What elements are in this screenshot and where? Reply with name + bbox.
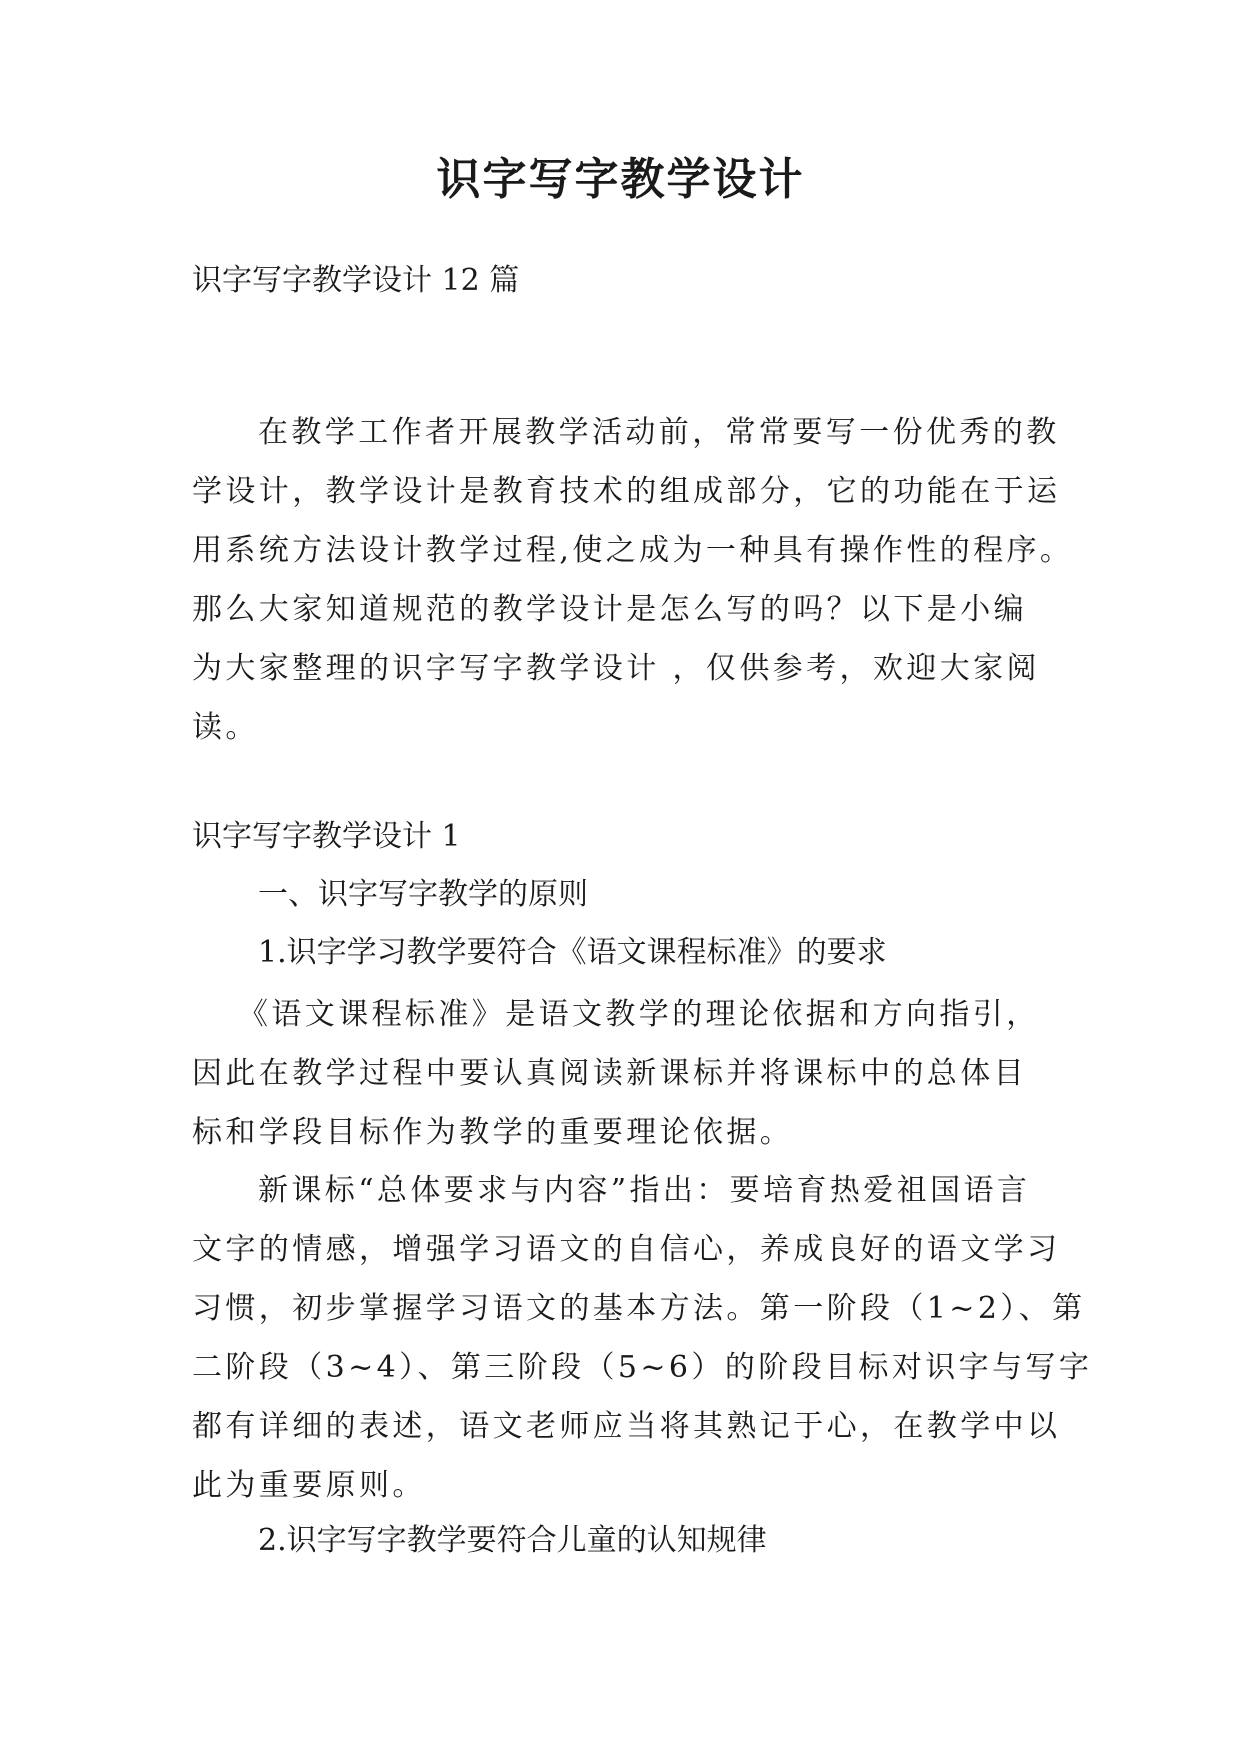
paragraph-line: 那么大家知道规范的教学设计是怎么写的吗？以下是小编 bbox=[192, 592, 1027, 627]
paragraph-line: 二阶段（3~4）、第三阶段（5~6）的阶段目标对识字与写字 bbox=[192, 1350, 1093, 1385]
paragraph-line: 习惯，初步掌握学习语文的基本方法。第一阶段（1~2）、第 bbox=[192, 1291, 1086, 1326]
paragraph-line: 新课标“总体要求与内容”指出：要培育热爱祖国语言 bbox=[258, 1173, 1031, 1208]
document-title: 识字写字教学设计 bbox=[436, 154, 805, 205]
paragraph-line: 在教学工作者开展教学活动前，常常要写一份优秀的教 bbox=[258, 415, 1060, 450]
item1-heading: 1.识字学习教学要符合《语文课程标准》的要求 bbox=[258, 935, 887, 970]
paragraph-line: 标和学段目标作为教学的重要理论依据。 bbox=[192, 1115, 794, 1150]
item1-paragraph-2 bbox=[192, 1161, 1093, 1515]
section-heading: 识字写字教学设计 1 bbox=[192, 819, 461, 854]
item2-heading: 2.识字写字教学要符合儿童的认知规律 bbox=[258, 1523, 767, 1558]
document-subtitle: 识字写字教学设计 12 篇 bbox=[192, 263, 520, 298]
paragraph-line: 文字的情感，增强学习语文的自信心，养成良好的语文学习 bbox=[192, 1232, 1061, 1267]
paragraph-line: 《语文课程标准》是语文教学的理论依据和方向指引， bbox=[238, 997, 1040, 1032]
paragraph-line: 为大家整理的识字写字教学设计 ，仅供参考，欢迎大家阅 bbox=[192, 651, 1040, 686]
paragraph-line: 此为重要原则。 bbox=[192, 1468, 426, 1503]
paragraph-line: 学设计，教学设计是教育技术的组成部分，它的功能在于运 bbox=[192, 474, 1061, 509]
paragraph-line: 因此在教学过程中要认真阅读新课标并将课标中的总体目 bbox=[192, 1056, 1027, 1091]
paragraph-line: 都有详细的表述，语文老师应当将其熟记于心，在教学中以 bbox=[192, 1409, 1061, 1444]
paragraph-line: 读。 bbox=[192, 710, 259, 745]
intro-paragraph bbox=[192, 403, 1074, 757]
paragraph-line: 用系统方法设计教学过程,使之成为一种具有操作性的程序。 bbox=[192, 533, 1074, 568]
item1-paragraph bbox=[192, 985, 1062, 1162]
principle-heading: 一、识字写字教学的原则 bbox=[258, 877, 588, 912]
